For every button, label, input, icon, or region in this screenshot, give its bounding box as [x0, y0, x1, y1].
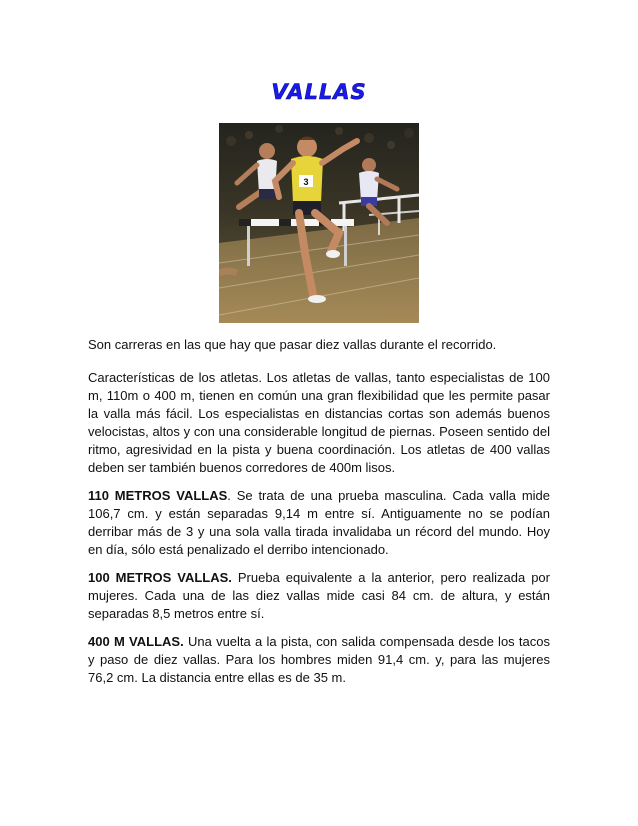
characteristics-paragraph: Características de los atletas. Los atletas de vallas, tanto especialistas de 100 m, 110m o 400 m, tienen en común una gran flexibilidad que les permite pasar la valla más fácil. Los especialistas en distancias cortas son además buenos velocistas, altos y con una considerable longitud de piernas. Poseen sentido del ritmo, agresividad en la pista y buena coordinación. Los atletas de 400 vallas deben ser también buenos corredores de 400m lisos.: [88, 370, 550, 475]
hurdles-race-photo: [219, 123, 419, 323]
intro-paragraph: Son carreras en las que hay que pasar diez vallas durante el recorrido.: [88, 337, 497, 352]
100m-hurdles-heading: 100 METROS VALLAS.: [88, 570, 232, 585]
110m-hurdles-text: . Se trata de una prueba masculina. Cada valla mide 106,7 cm. y están separadas 9,14 m entre sí. Antiguamente no se podían derribar más de 3 y una sola valla tirada invalidaba un récord del mundo. Hoy en día, sólo está penalizado el derribo intencionado.: [88, 488, 551, 557]
400m-hurdles-heading: 400 M VALLAS.: [88, 634, 184, 649]
document-body: [88, 336, 550, 687]
110m-hurdles-paragraph: [88, 487, 550, 559]
400m-hurdles-paragraph: [88, 633, 550, 687]
page-title: VALLAS: [271, 80, 367, 104]
100m-hurdles-text: Prueba equivalente a la anterior, pero realizada por mujeres. Cada una de las diez vallas mide casi 84 cm. de altura, y están separadas 8,5 metros entre sí.: [88, 570, 550, 621]
100m-hurdles-paragraph: [88, 569, 550, 623]
400m-hurdles-text: Una vuelta a la pista, con salida compensada desde los tacos y paso de diez vallas. Para los hombres miden 91,4 cm. y, para las mujeres 76,2 cm. La distancia entre ellas es de 35 m.: [88, 634, 551, 685]
110m-hurdles-heading: 110 METROS VALLAS: [88, 488, 228, 503]
bib-number: 3: [303, 177, 309, 187]
